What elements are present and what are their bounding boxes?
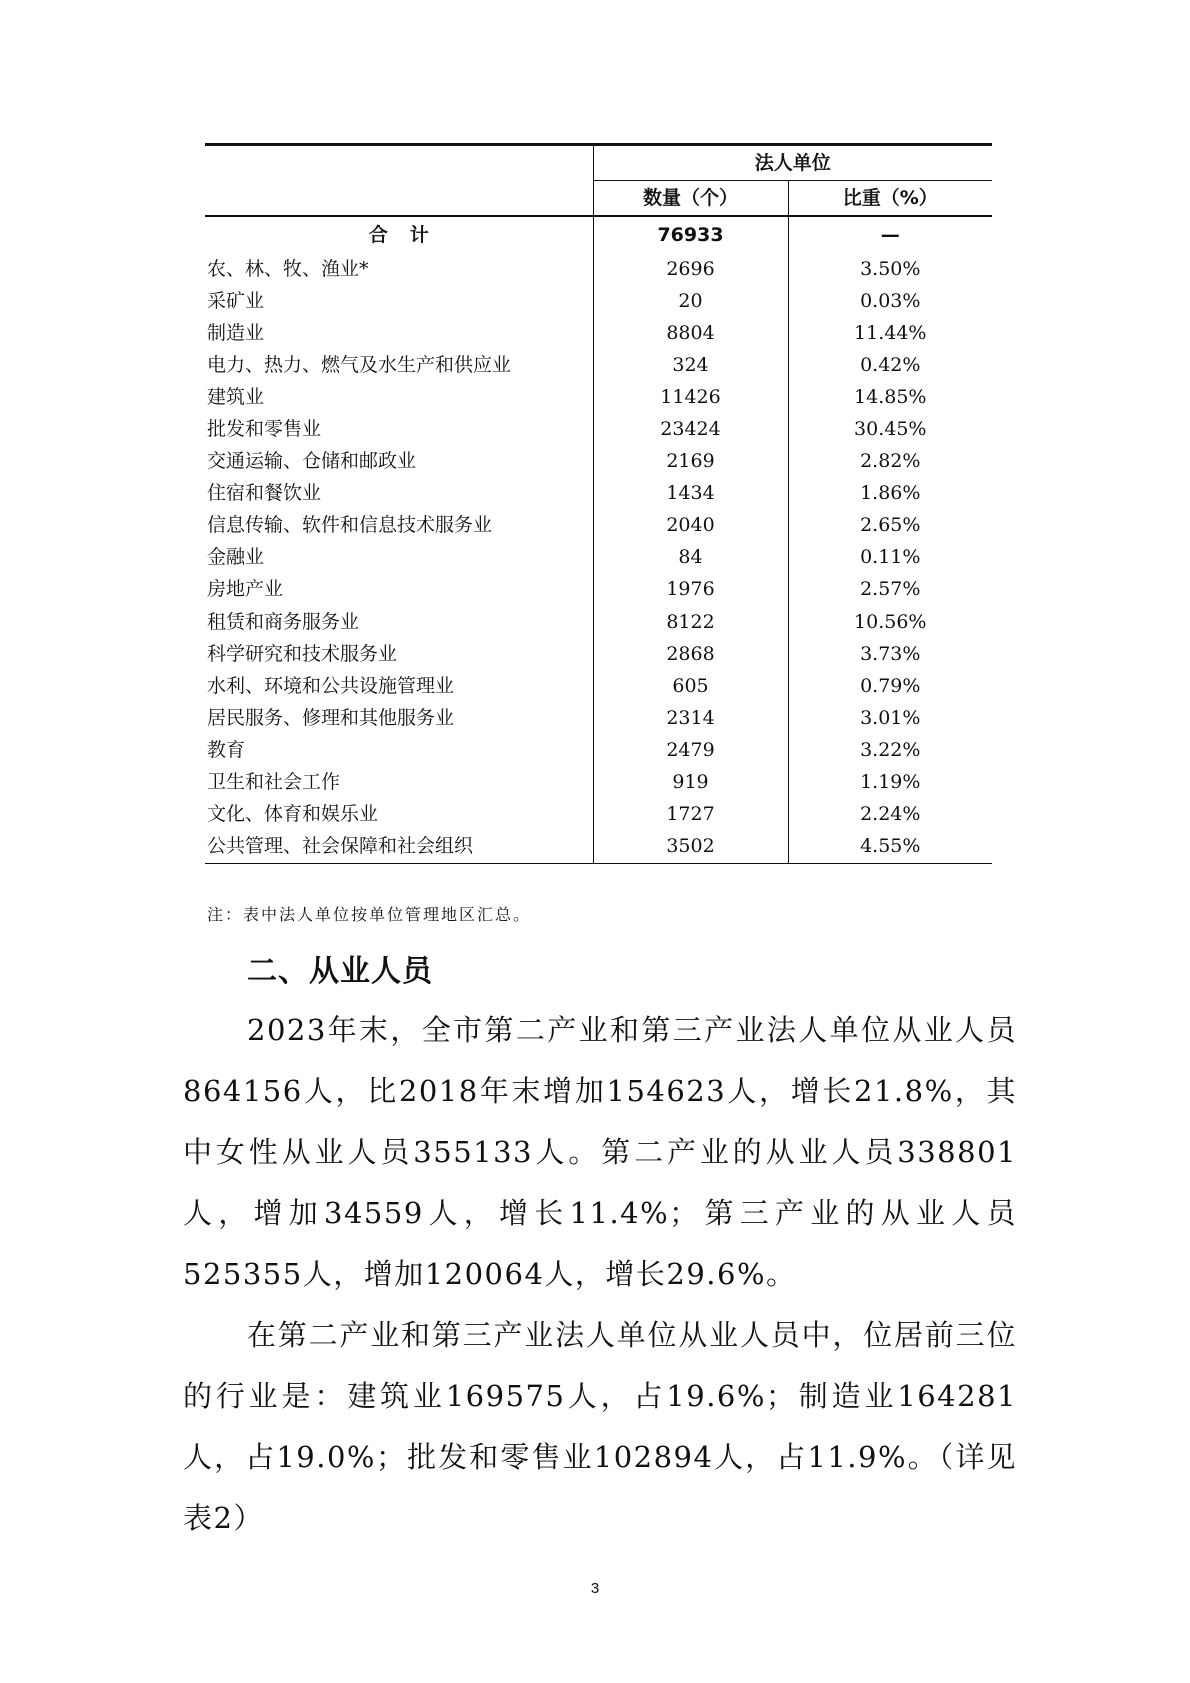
unit-count: 1434 <box>593 478 788 510</box>
industry-label: 采矿业 <box>205 285 593 317</box>
unit-share: 11.44% <box>854 321 927 344</box>
unit-share: 1.86% <box>860 482 921 505</box>
table-row <box>205 542 992 574</box>
table-row <box>205 799 992 831</box>
body-paragraph: 2023年末，全市第二产业和第三产业法人单位从业人员864156人，比2018年末增加154623人，增长21.8%，其中女性从业人员355133人。第二产业的从业人员338801人，增加34559人，增长11.4%；第三产业的从业人员525355人，增加120064人，增长29.6%。 <box>183 1013 1017 1291</box>
industry-label: 居民服务、修理和其他服务业 <box>205 702 593 734</box>
table-header <box>205 145 992 217</box>
industry-label: 批发和零售业 <box>205 413 593 445</box>
unit-share: 0.11% <box>860 546 921 569</box>
unit-share: 2.57% <box>860 578 921 601</box>
table-row <box>205 285 992 317</box>
unit-share: 0.42% <box>860 353 921 376</box>
unit-count: 3502 <box>593 831 788 864</box>
unit-count: 2479 <box>593 734 788 766</box>
section-heading: 二、从业人员 <box>247 954 433 989</box>
unit-count: 11426 <box>593 381 788 413</box>
unit-count: 605 <box>593 670 788 702</box>
unit-count: 23424 <box>593 413 788 445</box>
industry-label: 科学研究和技术服务业 <box>205 638 593 670</box>
unit-share: 0.03% <box>860 289 921 312</box>
industry-label: 房地产业 <box>205 574 593 606</box>
unit-count: 2040 <box>593 510 788 542</box>
unit-share: 3.22% <box>860 738 921 761</box>
industry-table <box>205 143 992 864</box>
total-label: 合计 <box>205 216 593 253</box>
unit-share: 1.19% <box>860 771 921 794</box>
unit-share: 2.65% <box>860 514 921 537</box>
table-row <box>205 349 992 381</box>
table-row <box>205 510 992 542</box>
unit-share: 3.50% <box>860 257 921 280</box>
table-row <box>205 670 992 702</box>
unit-share: 3.73% <box>860 642 921 665</box>
table-note: 注：表中法人单位按单位管理地区汇总。 <box>207 905 532 924</box>
unit-share: 3.01% <box>860 706 921 729</box>
table-body <box>205 216 992 863</box>
table-row <box>205 734 992 766</box>
unit-share: 0.79% <box>860 674 921 697</box>
share-column-header: 比重（%） <box>788 181 992 217</box>
industry-label: 公共管理、社会保障和社会组织 <box>205 831 593 864</box>
unit-count: 8122 <box>593 606 788 638</box>
unit-count: 2314 <box>593 702 788 734</box>
industry-label: 文化、体育和娱乐业 <box>205 799 593 831</box>
unit-share: 4.55% <box>788 831 992 864</box>
unit-count: 84 <box>593 542 788 574</box>
unit-share: 14.85% <box>854 385 927 408</box>
unit-count: 2696 <box>593 253 788 285</box>
table-row <box>205 831 992 864</box>
table-row <box>205 446 992 478</box>
table-row <box>205 381 992 413</box>
industry-label: 住宿和餐饮业 <box>205 478 593 510</box>
unit-share: 10.56% <box>854 610 927 633</box>
unit-share: 30.45% <box>854 418 927 441</box>
industry-label: 建筑业 <box>205 381 593 413</box>
unit-count: 324 <box>593 349 788 381</box>
table-row <box>205 574 992 606</box>
unit-count: 1727 <box>593 799 788 831</box>
industry-label: 租赁和商务服务业 <box>205 606 593 638</box>
industry-label: 金融业 <box>205 542 593 574</box>
unit-count: 919 <box>593 767 788 799</box>
industry-label: 卫生和社会工作 <box>205 767 593 799</box>
total-share: — <box>880 223 900 246</box>
industry-label: 制造业 <box>205 317 593 349</box>
page-number: 3 <box>590 1580 600 1597</box>
industry-label: 交通运输、仓储和邮政业 <box>205 446 593 478</box>
unit-count: 2868 <box>593 638 788 670</box>
table-row <box>205 606 992 638</box>
table-row <box>205 253 992 285</box>
table-row <box>205 702 992 734</box>
industry-label: 教育 <box>205 734 593 766</box>
industry-label: 农、林、牧、渔业* <box>205 253 593 285</box>
industry-label: 信息传输、软件和信息技术服务业 <box>205 510 593 542</box>
table-row <box>205 767 992 799</box>
table-row <box>205 478 992 510</box>
stub-header <box>205 145 593 217</box>
industry-label: 水利、环境和公共设施管理业 <box>205 670 593 702</box>
group-header: 法人单位 <box>593 145 992 181</box>
count-column-header: 数量（个） <box>593 181 788 217</box>
industry-label: 电力、热力、燃气及水生产和供应业 <box>205 349 593 381</box>
unit-count: 1976 <box>593 574 788 606</box>
table-row <box>205 638 992 670</box>
unit-count: 20 <box>593 285 788 317</box>
unit-count: 8804 <box>593 317 788 349</box>
unit-count: 2169 <box>593 446 788 478</box>
total-count: 76933 <box>593 216 788 253</box>
body-paragraph: 在第二产业和第三产业法人单位从业人员中，位居前三位的行业是：建筑业169575人，占19.6%；制造业164281人，占19.0%；批发和零售业102894人，占11.9%。（详见表2） <box>183 1318 1017 1535</box>
total-row <box>205 216 992 253</box>
unit-share: 2.82% <box>860 450 921 473</box>
table-row <box>205 317 992 349</box>
table-row <box>205 413 992 445</box>
unit-share: 2.24% <box>860 803 921 826</box>
